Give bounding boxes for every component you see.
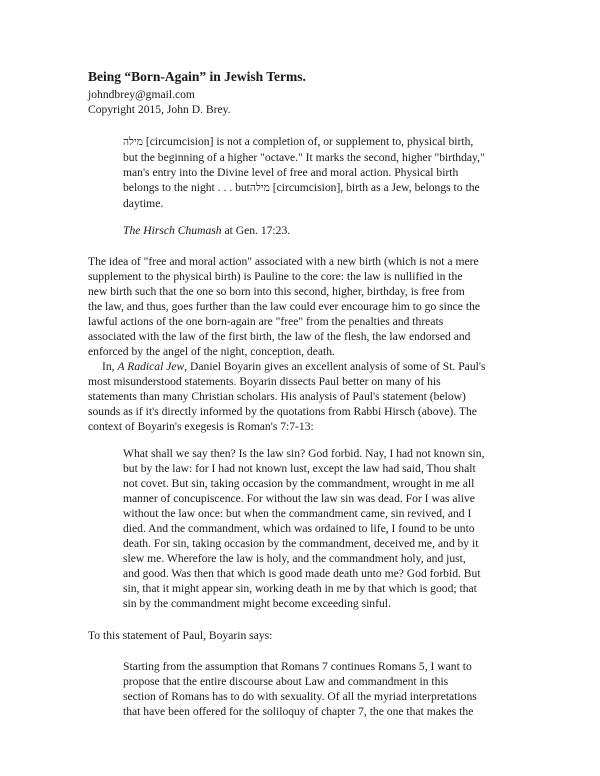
quote-line: manner of concupiscence. For without the law sin was dead. For I was alive (123, 492, 475, 505)
paragraph-line: In, A Radical Jew, Daniel Boyarin gives an excellent analysis of some of St. Paul's (102, 360, 486, 373)
paragraph-line: supplement to the physical birth) is Pauline to the core: the law is nullified in the (88, 270, 463, 283)
hebrew-word: מילה (123, 136, 143, 148)
quote-line: and good. Was then that which is good made death unto me? God forbid. But (123, 567, 481, 580)
quote-line: What shall we say then? Is the law sin? God forbid. Nay, I had not known sin, (123, 447, 485, 460)
quote-line: daytime. (123, 197, 164, 210)
paragraph-line: The idea of "free and moral action" associated with a new birth (which is not a mere (88, 255, 479, 268)
copyright-notice: Copyright 2015, John D. Brey. (88, 103, 231, 116)
boyarin-quote (123, 659, 477, 719)
quote-line: מילה [circumcision] is not a completion of, or supplement to, physical birth, (123, 135, 474, 148)
author-email: johndbrey@gmail.com (88, 88, 195, 101)
quote-line: not covet. But sin, taking occasion by the commandment, wrought in me all (123, 477, 475, 490)
body-paragraph-1 (88, 254, 480, 359)
quote-line: slew me. Wherefore the law is holy, and the commandment holy, and just, (123, 552, 466, 565)
body-paragraph-3: To this statement of Paul, Boyarin says: (88, 629, 273, 642)
quote-line: propose that the entire discourse about Law and commandment in this (123, 675, 449, 688)
hebrew-word: מילה (249, 182, 270, 194)
hirsch-citation (123, 223, 290, 238)
quote-line: but the beginning of a higher "octave." It marks the second, higher "birthday," (123, 151, 485, 164)
quote-line: section of Romans has to do with sexuality. Of all the myriad interpretations (123, 690, 477, 703)
source-title: The Hirsch Chumash (123, 224, 222, 237)
quote-line: belongs to the night . . . butמילה [circumcision], birth as a Jew, belongs to the (123, 181, 480, 194)
quote-line: death. For sin, taking occasion by the commandment, deceived me, and by it (123, 537, 479, 550)
quote-line: that have been offered for the soliloquy of chapter 7, the one that makes the (123, 705, 474, 718)
paragraph-line: most misunderstood statements. Boyarin dissects Paul better on many of his (88, 375, 441, 388)
paragraph-line: statements than many Christian scholars. His analysis of Paul's statement (below) (88, 390, 466, 403)
paragraph-line: new birth such that the one so born into this second, higher, birthday, is free from (88, 285, 465, 298)
romans-quote (123, 446, 484, 611)
quote-line: but by the law: for I had not known lust, except the law had said, Thou shalt (123, 462, 476, 475)
paragraph-line: enforced by the angel of the night, conception, death. (88, 345, 335, 358)
quote-line: sin, that it might appear sin, working death in me by that which is good; that (123, 582, 477, 595)
quote-line: died. And the commandment, which was ordained to life, I found to be unto (123, 522, 475, 535)
quote-line: man's entry into the Divine level of free and moral action. Physical birth (123, 166, 459, 179)
paragraph-line: context of Boyarin's exegesis is Roman's 7:7-13: (88, 420, 314, 433)
book-title: A Radical Jew (117, 360, 185, 373)
paragraph-line: associated with the law of the first birth, the law of the flesh, the law endorsed and (88, 330, 471, 343)
source-reference: at Gen. 17:23. (221, 224, 291, 237)
paragraph-line: sounds as if it's directly informed by the quotations from Rabbi Hirsch (above). The (88, 405, 477, 418)
paragraph-line: lawful actions of the one born-again are "free" from the penalties and threats (88, 315, 444, 328)
hirsch-quote (123, 134, 485, 211)
quote-line: sin by the commandment might become exceeding sinful. (123, 597, 391, 610)
document-title: Being “Born-Again” in Jewish Terms. (88, 69, 306, 84)
quote-line: without the law once: but when the commandment came, sin revived, and I (123, 507, 472, 520)
body-paragraph-2 (88, 359, 485, 434)
paragraph-line: the law, and thus, goes further than the law could ever encourage him to go since the (88, 300, 481, 313)
quote-line: Starting from the assumption that Romans 7 continues Romans 5, I want to (123, 660, 472, 673)
